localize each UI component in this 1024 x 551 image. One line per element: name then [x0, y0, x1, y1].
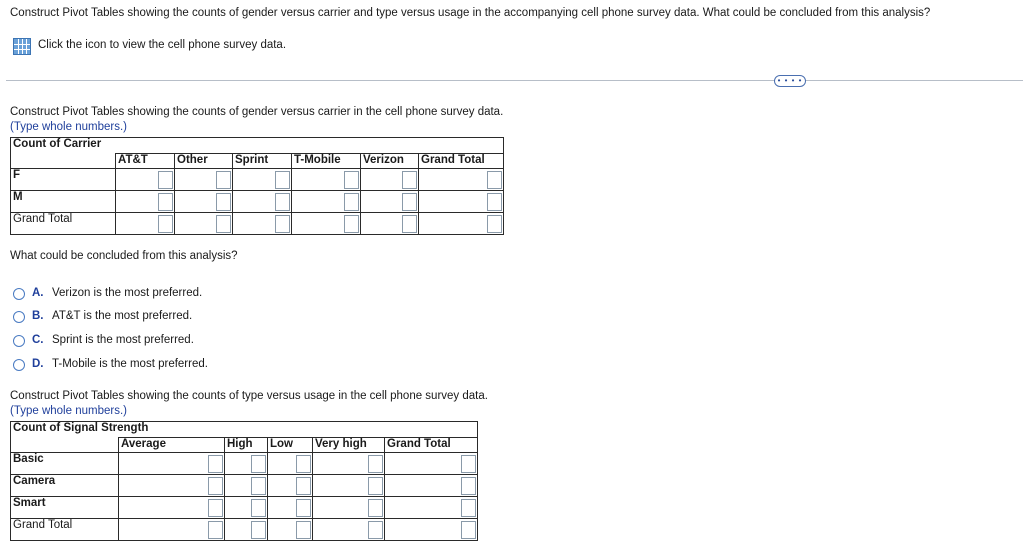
count-input[interactable] [368, 499, 383, 517]
count-input[interactable] [275, 193, 290, 211]
column-header: T-Mobile [292, 154, 361, 169]
count-input[interactable] [251, 499, 266, 517]
row-label: Basic [11, 453, 119, 475]
count-input[interactable] [208, 521, 223, 539]
row-label: F [11, 169, 116, 191]
corner-cell [11, 438, 119, 453]
count-input[interactable] [158, 215, 173, 233]
part2-instruction: Construct Pivot Tables showing the counts of type versus usage in the cell phone survey data. [10, 390, 488, 402]
column-header: AT&T [116, 154, 175, 169]
count-input[interactable] [251, 477, 266, 495]
count-input[interactable] [461, 455, 476, 473]
count-input[interactable] [402, 171, 417, 189]
row-label: Smart [11, 497, 119, 519]
count-input[interactable] [158, 193, 173, 211]
divider [6, 80, 1023, 81]
column-header: Sprint [233, 154, 292, 169]
part2-hint: (Type whole numbers.) [10, 405, 127, 417]
count-input[interactable] [344, 193, 359, 211]
column-header: Grand Total [419, 154, 504, 169]
conclusion-question: What could be concluded from this analysis? [10, 250, 238, 262]
signal-table-title: Count of Signal Strength [11, 422, 478, 438]
count-input[interactable] [461, 521, 476, 539]
option-b[interactable]: B. AT&T is the most preferred. [32, 310, 193, 322]
column-header: Verizon [361, 154, 419, 169]
count-input[interactable] [275, 215, 290, 233]
question-text: Construct Pivot Tables showing the counts of gender versus carrier and type versus usage in the accompanying cell phone survey data. What could be concluded from this analysis? [10, 7, 931, 19]
data-table-icon[interactable] [13, 38, 31, 55]
count-input[interactable] [208, 455, 223, 473]
count-input[interactable] [368, 477, 383, 495]
data-link-text: Click the icon to view the cell phone survey data. [38, 39, 287, 51]
count-input[interactable] [487, 171, 502, 189]
row-label: Grand Total [11, 519, 119, 541]
count-input[interactable] [344, 215, 359, 233]
count-input[interactable] [208, 499, 223, 517]
count-input[interactable] [158, 171, 173, 189]
count-input[interactable] [487, 193, 502, 211]
radio-option-d[interactable] [13, 359, 25, 371]
count-input[interactable] [402, 215, 417, 233]
column-header: Average [119, 438, 225, 453]
option-c[interactable]: C. Sprint is the most preferred. [32, 334, 194, 346]
corner-cell [11, 154, 116, 169]
carrier-pivot-table [10, 137, 504, 235]
count-input[interactable] [216, 215, 231, 233]
option-a[interactable]: A. Verizon is the most preferred. [32, 287, 203, 299]
column-header: Low [268, 438, 313, 453]
count-input[interactable] [402, 193, 417, 211]
radio-option-c[interactable] [13, 335, 25, 347]
count-input[interactable] [461, 477, 476, 495]
part1-instruction: Construct Pivot Tables showing the counts of gender versus carrier in the cell phone survey data. [10, 106, 504, 118]
radio-option-a[interactable] [13, 288, 25, 300]
count-input[interactable] [296, 455, 311, 473]
more-button[interactable]: • • • • [774, 75, 806, 87]
count-input[interactable] [208, 477, 223, 495]
count-input[interactable] [216, 193, 231, 211]
count-input[interactable] [487, 215, 502, 233]
count-input[interactable] [296, 499, 311, 517]
count-input[interactable] [296, 521, 311, 539]
count-input[interactable] [275, 171, 290, 189]
count-input[interactable] [344, 171, 359, 189]
part1-hint: (Type whole numbers.) [10, 121, 127, 133]
signal-pivot-table [10, 421, 478, 541]
count-input[interactable] [368, 455, 383, 473]
column-header: Very high [313, 438, 385, 453]
option-d[interactable]: D. T-Mobile is the most preferred. [32, 358, 208, 370]
count-input[interactable] [368, 521, 383, 539]
row-label: M [11, 191, 116, 213]
column-header: Other [175, 154, 233, 169]
row-label: Camera [11, 475, 119, 497]
radio-option-b[interactable] [13, 311, 25, 323]
row-label: Grand Total [11, 213, 116, 235]
count-input[interactable] [296, 477, 311, 495]
count-input[interactable] [461, 499, 476, 517]
column-header: Grand Total [385, 438, 478, 453]
column-header: High [225, 438, 268, 453]
count-input[interactable] [216, 171, 231, 189]
count-input[interactable] [251, 455, 266, 473]
carrier-table-title: Count of Carrier [11, 138, 504, 154]
count-input[interactable] [251, 521, 266, 539]
